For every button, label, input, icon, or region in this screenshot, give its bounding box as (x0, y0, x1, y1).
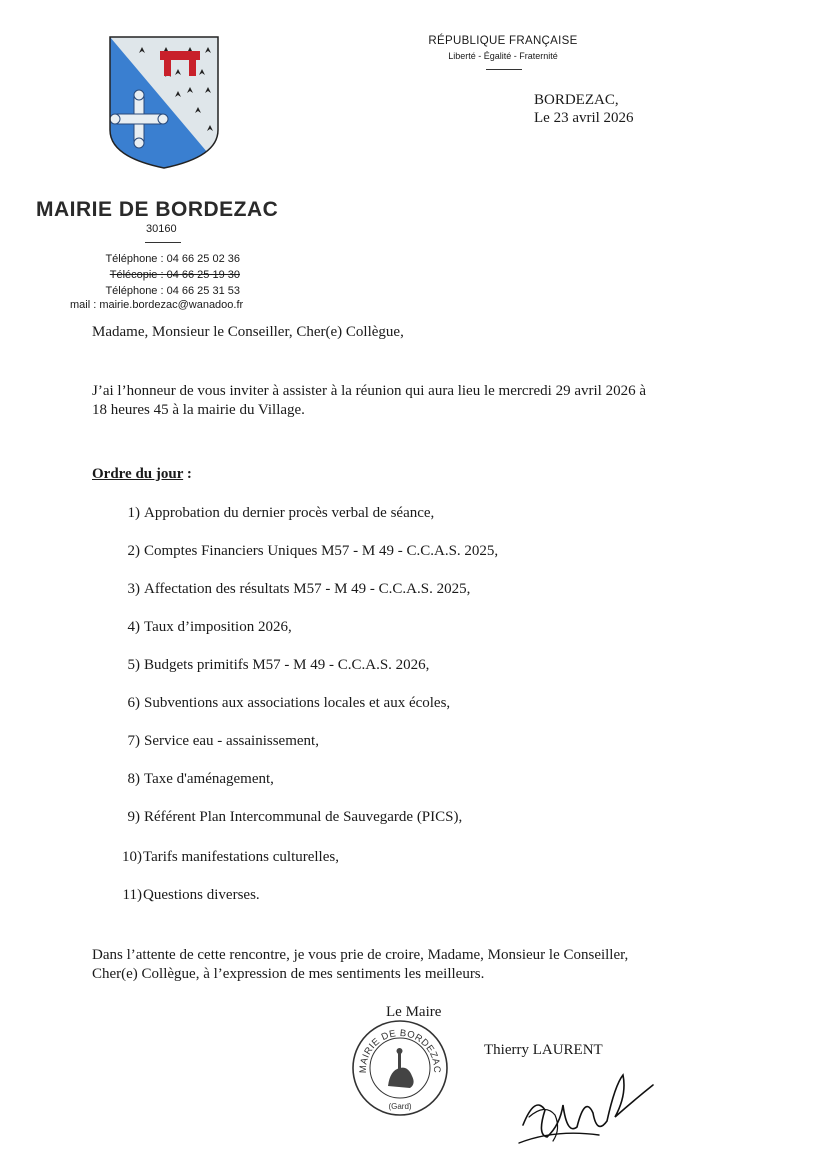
agenda-item-number: 6) (127, 695, 140, 711)
agenda-item-number: 1) (127, 505, 140, 521)
agenda-item (110, 581, 470, 598)
agenda-item (110, 657, 429, 674)
agenda-item (110, 887, 260, 904)
agenda-item-number: 7) (127, 733, 140, 749)
agenda-item-number: 11) (122, 887, 142, 903)
handwritten-signature-icon (515, 1055, 665, 1155)
divider (145, 242, 181, 243)
seal-text-top: MAIRIE DE BORDEZAC (357, 1027, 443, 1074)
agenda-item-number: 10) (122, 849, 142, 865)
agenda-title-label: Ordre du jour (92, 466, 184, 482)
telephone-1: Téléphone : 04 66 25 02 36 (105, 253, 240, 265)
agenda-item (110, 505, 434, 522)
closing-line: Cher(e) Collègue, à l’expression de mes sentiments les meilleurs. (92, 966, 485, 982)
municipal-seal-icon (350, 1018, 450, 1118)
agenda-item (110, 771, 274, 788)
agenda-item-number: 3) (127, 581, 140, 597)
divider (486, 69, 522, 70)
mairie-name: MAIRIE DE BORDEZAC (36, 198, 279, 221)
salutation: Madame, Monsieur le Conseiller, Cher(e) Collègue, (92, 324, 404, 340)
city: BORDEZAC, (534, 92, 619, 108)
agenda-item-number: 9) (127, 809, 140, 825)
agenda-item-text: Approbation du dernier procès verbal de séance, (144, 505, 435, 521)
agenda-item-text: Service eau - assainissement, (144, 733, 319, 749)
agenda-item-number: 5) (127, 657, 140, 673)
signer-name: Thierry LAURENT (484, 1042, 603, 1058)
coat-of-arms-icon (108, 35, 220, 170)
agenda-item-text: Questions diverses. (143, 887, 260, 903)
closing-line: Dans l’attente de cette rencontre, je vous prie de croire, Madame, Monsieur le Conseiller, (92, 947, 629, 963)
seal-text-bottom: (Gard) (388, 1102, 412, 1111)
intro-paragraph (92, 382, 712, 420)
agenda-title-colon: : (183, 466, 192, 482)
agenda-item-text: Tarifs manifestations culturelles, (143, 849, 339, 865)
telephone-2: Téléphone : 04 66 25 31 53 (105, 285, 240, 297)
agenda-item-text: Affectation des résultats M57 - M 49 - C.C.A.S. 2025, (144, 581, 471, 597)
agenda-item-text: Budgets primitifs M57 - M 49 - C.C.A.S. 2026, (144, 657, 430, 673)
email-address: mail : mairie.bordezac@wanadoo.fr (70, 299, 244, 311)
agenda-item-text: Taux d’imposition 2026, (144, 619, 292, 635)
closing-paragraph (92, 946, 712, 984)
agenda-item-text: Subventions aux associations locales et aux écoles, (144, 695, 451, 711)
postcode: 30160 (146, 223, 177, 235)
republique-motto: Liberté - Égalité - Fraternité (448, 51, 558, 61)
agenda-item (110, 849, 339, 866)
agenda-item (110, 695, 450, 712)
agenda-item-text: Taxe d'aménagement, (144, 771, 274, 787)
agenda-item-number: 2) (127, 543, 140, 559)
telecopie-struck: Télécopie : 04 66 25 19 30 (109, 269, 240, 281)
date: Le 23 avril 2026 (534, 110, 634, 126)
intro-line: 18 heures 45 à la mairie du Village. (92, 402, 305, 418)
agenda-item (110, 543, 498, 560)
agenda-item (110, 619, 292, 636)
agenda-item-text: Comptes Financiers Uniques M57 - M 49 - C.C.A.S. 2025, (144, 543, 499, 559)
signer-role: Le Maire (386, 1004, 442, 1020)
agenda-item-number: 8) (127, 771, 140, 787)
intro-line: J’ai l’honneur de vous inviter à assister à la réunion qui aura lieu le mercredi 29 avril 2026 à (92, 383, 646, 399)
agenda-title (92, 465, 192, 484)
agenda-item-text: Référent Plan Intercommunal de Sauvegarde (PICS), (144, 809, 463, 825)
agenda-item (110, 733, 319, 750)
agenda-item (110, 809, 462, 826)
republique-title: RÉPUBLIQUE FRANÇAISE (428, 35, 578, 47)
agenda-item-number: 4) (127, 619, 140, 635)
